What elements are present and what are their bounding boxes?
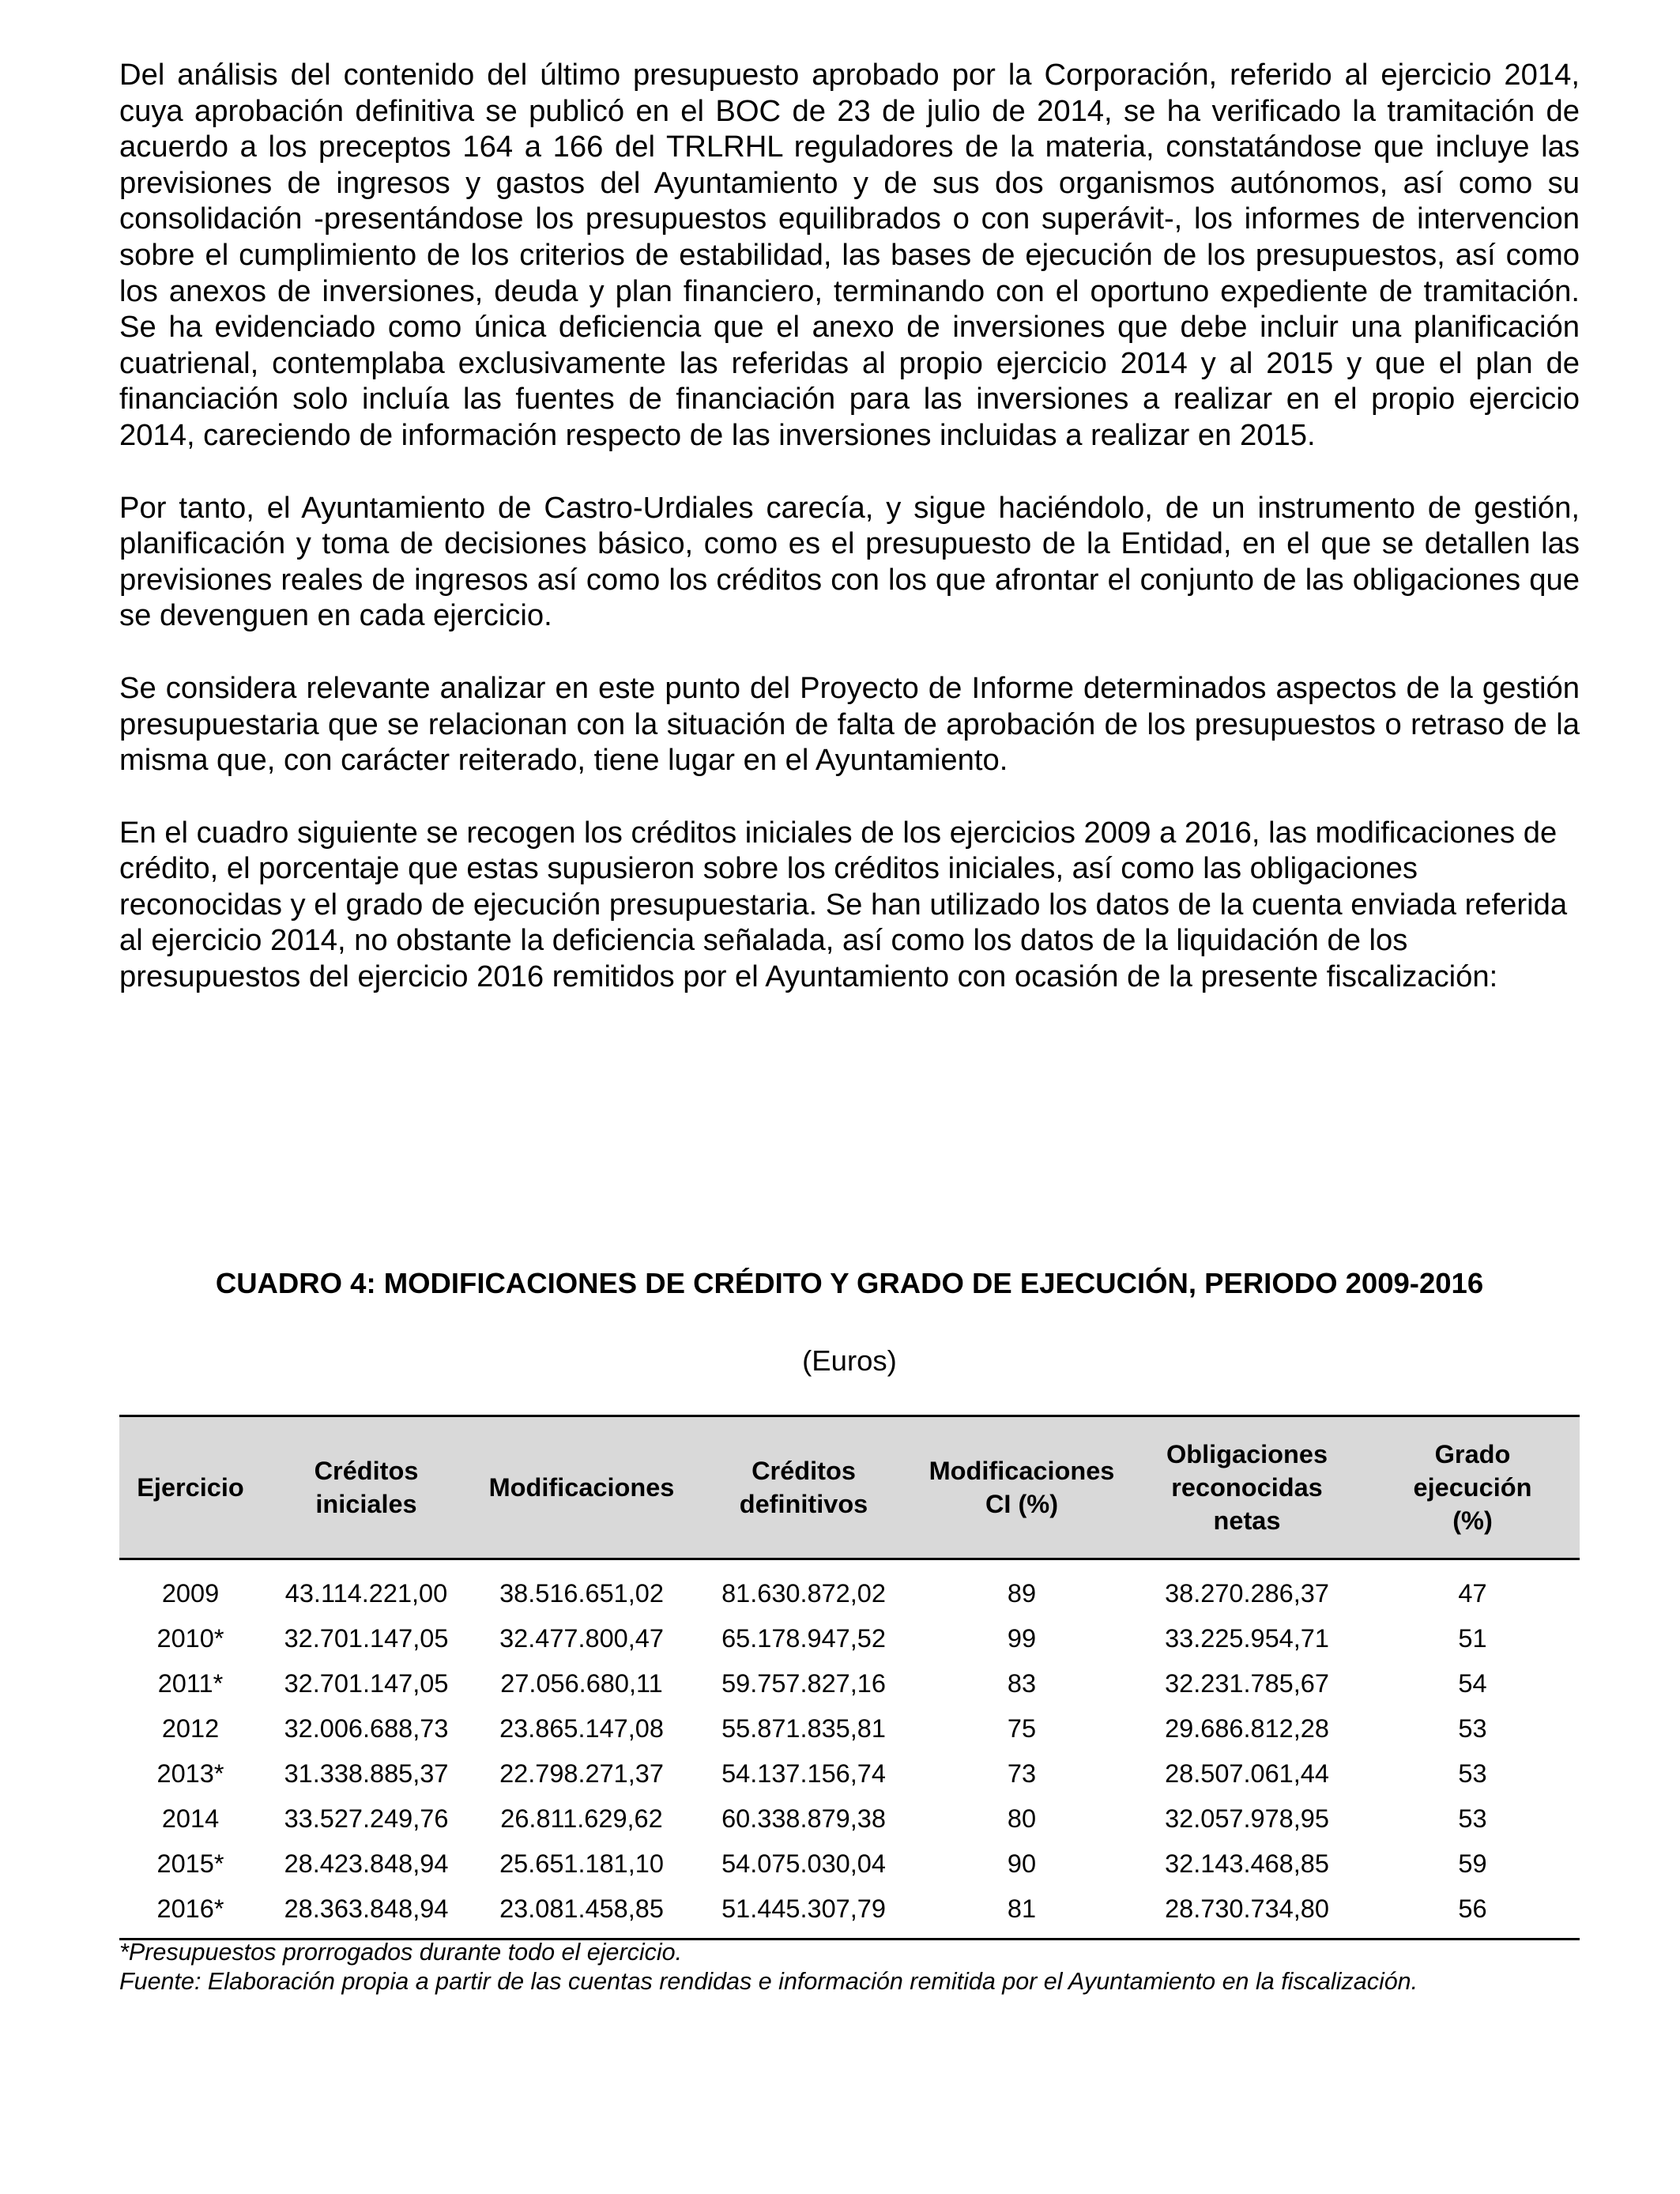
cell-creditos-definitivos: 60.338.879,38	[721, 1804, 886, 1833]
cell-ejercicio: 2009	[161, 1579, 220, 1608]
paragraph-por-tanto: Por tanto, el Ayuntamiento de Castro-Urdiales carecía, y sigue haciéndolo, de un instrumento de gestión, planificación y toma de decisiones básico, como es el presupuesto de la Entidad, en el que se detallen las previsiones reales de ingresos así como los créditos con los que afrontar el conjunto de las obligaciones que se devenguen en cada ejercicio.	[119, 490, 1580, 633]
table-row	[119, 1661, 1580, 1706]
cell-obligaciones: 32.143.468,85	[1165, 1849, 1329, 1878]
cell-grado-ejecucion: 47	[1458, 1579, 1487, 1608]
cell-grado-ejecucion: 56	[1365, 1887, 1580, 1940]
cell-grado-ejecucion: 53	[1458, 1804, 1487, 1833]
cell-creditos-iniciales: 28.423.848,94	[284, 1849, 449, 1878]
cell-creditos-definitivos: 51.445.307,79	[692, 1887, 915, 1940]
cell-creditos-iniciales: 43.114.221,00	[284, 1579, 448, 1608]
table-container	[119, 1415, 1580, 1940]
cell-obligaciones: 38.270.286,37	[1165, 1579, 1329, 1608]
header-grado-ejecucion	[1365, 1416, 1580, 1559]
table-row	[119, 1616, 1580, 1661]
cell-grado-ejecucion: 53	[1458, 1759, 1487, 1788]
cell-obligaciones: 28.507.061,44	[1165, 1759, 1329, 1788]
cell-creditos-iniciales: 33.527.249,76	[284, 1804, 449, 1833]
table-title: CUADRO 4: MODIFICACIONES DE CRÉDITO Y GRADO DE EJECUCIÓN, PERIODO 2009-2016	[215, 1267, 1484, 1299]
cell-creditos-definitivos: 55.871.835,81	[721, 1714, 886, 1743]
cell-creditos-definitivos: 54.075.030,04	[721, 1849, 886, 1878]
cell-obligaciones: 29.686.812,28	[1165, 1714, 1329, 1743]
header-creditos-definitivos-text: Créditos definitivos	[739, 1457, 868, 1518]
table-notes	[119, 1938, 1580, 1996]
cell-modificaciones: 38.516.651,02	[499, 1579, 664, 1608]
cell-creditos-iniciales: 32.701.147,05	[284, 1624, 449, 1653]
cell-creditos-definitivos: 59.757.827,16	[721, 1669, 886, 1698]
cell-ejercicio: 2015*	[156, 1849, 224, 1878]
cell-creditos-iniciales: 28.363.848,94	[262, 1887, 471, 1940]
cell-obligaciones: 32.057.978,95	[1165, 1804, 1329, 1833]
cell-obligaciones: 28.730.734,80	[1128, 1887, 1365, 1940]
cell-obligaciones: 33.225.954,71	[1165, 1624, 1329, 1653]
header-modificaciones: Modificaciones	[471, 1416, 692, 1559]
cell-modificaciones: 32.477.800,47	[499, 1624, 664, 1653]
cell-grado-ejecucion: 59	[1458, 1849, 1487, 1878]
cuadro-4-table	[119, 1415, 1580, 1940]
cell-creditos-iniciales: 32.006.688,73	[284, 1714, 449, 1743]
table-row	[119, 1887, 1580, 1940]
cell-grado-ejecucion: 53	[1458, 1714, 1487, 1743]
header-creditos-definitivos	[692, 1416, 915, 1559]
cell-creditos-definitivos: 65.178.947,52	[721, 1624, 886, 1653]
header-modificaciones-ci-text: Modificaciones CI (%)	[929, 1457, 1115, 1518]
note-prorrogados: *Presupuestos prorrogados durante todo el ejercicio.	[119, 1939, 683, 1966]
cell-modificaciones: 25.651.181,10	[499, 1849, 664, 1878]
header-ejercicio: Ejercicio	[119, 1416, 262, 1559]
cell-modificaciones-ci: 80	[1007, 1804, 1037, 1833]
cell-modificaciones: 23.865.147,08	[499, 1714, 664, 1743]
cell-ejercicio: 2011*	[157, 1669, 224, 1698]
cell-modificaciones: 23.081.458,85	[471, 1887, 692, 1940]
cell-obligaciones: 32.231.785,67	[1165, 1669, 1329, 1698]
cell-creditos-iniciales: 32.701.147,05	[284, 1669, 449, 1698]
table-header-row	[119, 1416, 1580, 1559]
cell-grado-ejecucion: 54	[1458, 1669, 1487, 1698]
paragraph-se-considera: Se considera relevante analizar en este punto del Proyecto de Informe determinados aspectos de la gestión presupuestaria que se relacionan con la situación de falta de aprobación de los presupuestos o retraso de la misma que, con carácter reiterado, tiene lugar en el Ayuntamiento.	[119, 670, 1580, 778]
table-units: (Euros)	[802, 1344, 897, 1377]
table-row	[119, 1796, 1580, 1842]
cell-ejercicio: 2010*	[156, 1624, 224, 1653]
cell-modificaciones-ci: 99	[1007, 1624, 1037, 1653]
cell-modificaciones-ci: 90	[1007, 1849, 1037, 1878]
header-modificaciones-ci	[915, 1416, 1128, 1559]
document-body	[119, 57, 1580, 1031]
cell-modificaciones-ci: 73	[1007, 1759, 1037, 1788]
header-grado-ejecucion-text: Grado ejecución (%)	[1413, 1440, 1532, 1535]
header-creditos-iniciales-text: Créditos iniciales	[314, 1457, 419, 1518]
header-obligaciones	[1128, 1416, 1365, 1559]
table-body	[119, 1559, 1580, 1940]
cell-modificaciones: 27.056.680,11	[500, 1669, 663, 1698]
table-row	[119, 1751, 1580, 1796]
paragraph-cuadro-siguiente: En el cuadro siguiente se recogen los créditos iniciales de los ejercicios 2009 a 2016, las modificaciones de crédito, el porcentaje que estas supusieron sobre los créditos iniciales, así como las obligaciones reconocidas y el grado de ejecución presupuestaria. Se han utilizado los datos de la cuenta enviada referida al ejercicio 2014, no obstante la deficiencia señalada, así como los datos de la liquidación de los presupuestos del ejercicio 2016 remitidos por el Ayuntamiento con ocasión de la presente fiscalización:	[119, 815, 1568, 994]
cell-grado-ejecucion: 51	[1458, 1624, 1487, 1653]
cell-ejercicio: 2012	[161, 1714, 220, 1743]
paragraph-analisis-presupuesto: Del análisis del contenido del último presupuesto aprobado por la Corporación, referido al ejercicio 2014, cuya aprobación definitiva se publicó en el BOC de 23 de julio de 2014, se ha verificado la tramitación de acuerdo a los preceptos 164 a 166 del TRLRHL reguladores de la materia, constatándose que incluye las previsiones de ingresos y gastos del Ayuntamiento y de sus dos organismos autónomos, así como su consolidación -presentándose los presupuestos equilibrados o con superávit-, los informes de intervencion sobre el cumplimiento de los criterios de estabilidad, las bases de ejecución de los presupuestos, así como los anexos de inversiones, deuda y plan financiero, terminando con el oportuno expediente de tramitación. Se ha evidenciado como única deficiencia que el anexo de inversiones que debe incluir una planificación cuatrienal, contemplaba exclusivamente las referidas al propio ejercicio 2014 y al 2015 y que el plan de financiación solo incluía las fuentes de financiación para las inversiones a realizar en el propio ejercicio 2014, careciendo de información respecto de las inversiones incluidas a realizar en 2015.	[119, 58, 1580, 452]
cell-ejercicio: 2016*	[119, 1887, 262, 1940]
header-obligaciones-text: Obligaciones reconocidas netas	[1166, 1440, 1328, 1535]
header-creditos-iniciales	[262, 1416, 471, 1559]
cell-modificaciones-ci: 81	[915, 1887, 1128, 1940]
cell-creditos-definitivos: 54.137.156,74	[721, 1759, 886, 1788]
note-fuente: Fuente: Elaboración propia a partir de las cuentas rendidas e información remitida por el Ayuntamiento en la fiscalización.	[119, 1968, 1418, 1995]
table-row	[119, 1706, 1580, 1751]
cell-modificaciones: 26.811.629,62	[500, 1804, 663, 1833]
cell-modificaciones: 22.798.271,37	[499, 1759, 664, 1788]
cell-creditos-definitivos: 81.630.872,02	[721, 1579, 886, 1608]
cell-ejercicio: 2014	[161, 1804, 220, 1833]
table-row	[119, 1842, 1580, 1887]
cell-modificaciones-ci: 89	[1007, 1579, 1037, 1608]
table-row	[119, 1559, 1580, 1617]
cell-modificaciones-ci: 83	[1007, 1669, 1037, 1698]
cell-creditos-iniciales: 31.338.885,37	[284, 1759, 449, 1788]
cell-ejercicio: 2013*	[156, 1759, 224, 1788]
cell-modificaciones-ci: 75	[1007, 1714, 1037, 1743]
